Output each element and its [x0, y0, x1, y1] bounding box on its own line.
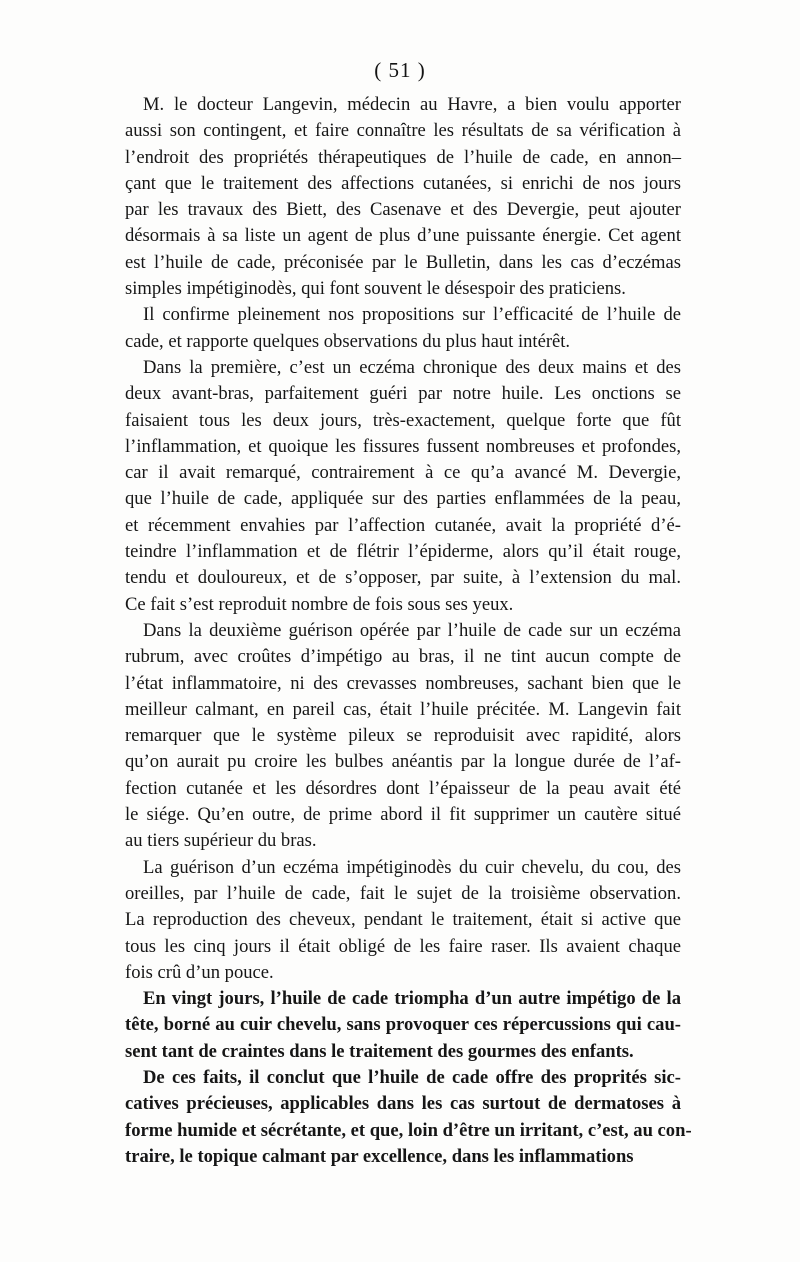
text-line: que l’huile de cade, appliquée sur des parties enflammées de la peau,: [125, 488, 681, 510]
text-line: car il avait remarqué, contrairement à ce qu’a avancé M. Devergie,: [125, 462, 681, 484]
paragraph-p5: [125, 855, 681, 986]
text-line: Il confirme pleinement nos propositions sur l’efficacité de l’huile de: [143, 304, 681, 326]
text-line: fois crû d’un pouce.: [125, 961, 274, 983]
text-line: est l’huile de cade, préconisée par le Bulletin, dans les cas d’eczémas: [125, 251, 681, 273]
text-line: et récemment envahies par l’affection cutanée, avait la propriété d’é-: [125, 514, 681, 536]
text-line: au tiers supérieur du bras.: [125, 830, 317, 852]
text-line: cade, et rapporte quelques observations du plus haut intérêt.: [125, 330, 571, 352]
text-line: par les travaux des Biett, des Casenave et des Devergie, peut ajouter: [125, 199, 681, 221]
text-line: traire, le topique calmant par excellence, dans les inflammations: [125, 1145, 634, 1167]
text-line: De ces faits, il conclut que l’huile de cade offre des proprités sic-: [143, 1066, 681, 1088]
text-line: Dans la deuxième guérison opérée par l’huile de cade sur un eczéma: [143, 619, 681, 641]
text-line: simples impétiginodès, qui font souvent le désespoir des praticiens.: [125, 278, 626, 300]
text-line: désormais à sa liste un agent de plus d’une puissante énergie. Cet agent: [125, 225, 681, 247]
text-line: aussi son contingent, et faire connaître les résultats de sa vérification à: [125, 120, 681, 142]
text-line: sent tant de craintes dans le traitement des gourmes des enfants.: [125, 1040, 634, 1062]
text-line: tête, borné au cuir chevelu, sans provoquer ces répercussions qui cau-: [125, 1014, 681, 1036]
text-line: Dans la première, c’est un eczéma chronique des deux mains et des: [143, 356, 681, 378]
text-line: La reproduction des cheveux, pendant le traitement, était si active que: [125, 909, 681, 931]
body-text: [125, 92, 692, 1170]
text-line: l’inflammation, et quoique les fissures fussent nombreuses et profondes,: [125, 435, 681, 457]
page-number: ( 51 ): [374, 58, 426, 82]
paragraph-p2: [125, 302, 681, 355]
text-line: catives précieuses, applicables dans les cas surtout de dermatoses à: [125, 1093, 681, 1115]
text-line: meilleur calmant, en pareil cas, était l’huile précitée. M. Langevin fait: [125, 698, 681, 720]
text-line: rubrum, avec croûtes d’impétigo au bras, il ne tint aucun compte de: [125, 646, 681, 668]
paragraph-p4: [125, 618, 681, 855]
text-line: faisaient tous les deux jours, très-exactement, quelque forte que fût: [125, 409, 681, 431]
text-line: M. le docteur Langevin, médecin au Havre, a bien voulu apporter: [143, 94, 681, 115]
text-line: Ce fait s’est reproduit nombre de fois sous ses yeux.: [125, 593, 514, 615]
text-line: qu’on aurait pu croire les bulbes anéantis par la longue durée de l’af-: [125, 751, 681, 773]
text-line: teindre l’inflammation et de flétrir l’épiderme, alors qu’il était rouge,: [125, 541, 681, 563]
text-line: La guérison d’un eczéma impétiginodès du cuir chevelu, du cou, des: [143, 856, 681, 878]
paragraph-p7: [125, 1065, 692, 1170]
paragraph-p1: [125, 92, 681, 302]
text-line: forme humide et sécrétante, et que, loin d’être un irritant, c’est, au con-: [125, 1119, 692, 1141]
text-line: remarquer que le système pileux se reproduisit avec rapidité, alors: [125, 725, 681, 747]
paragraph-p3: [125, 355, 681, 618]
text-line: oreilles, par l’huile de cade, fait le sujet de la troisième observation.: [125, 882, 681, 904]
text-line: l’état inflammatoire, ni des crevasses nombreuses, sachant bien que le: [125, 672, 681, 694]
text-line: çant que le traitement des affections cutanées, si enrichi de nos jours: [125, 172, 681, 194]
text-line: fection cutanée et les désordres dont l’épaisseur de la peau avait été: [125, 777, 681, 799]
text-line: En vingt jours, l’huile de cade triompha d’un autre impétigo de la: [143, 988, 681, 1010]
text-line: tous les cinq jours il était obligé de les faire raser. Ils avaient chaque: [125, 935, 681, 957]
text-line: l’endroit des propriétés thérapeutiques de l’huile de cade, en annon–: [125, 146, 681, 168]
text-line: le siége. Qu’en outre, de prime abord il fit supprimer un cautère situé: [125, 804, 681, 826]
text-line: deux avant-bras, parfaitement guéri par notre huile. Les onctions se: [125, 383, 681, 405]
paragraph-p6: [125, 986, 681, 1065]
text-line: tendu et douloureux, et de s’opposer, par suite, à l’extension du mal.: [125, 567, 681, 589]
